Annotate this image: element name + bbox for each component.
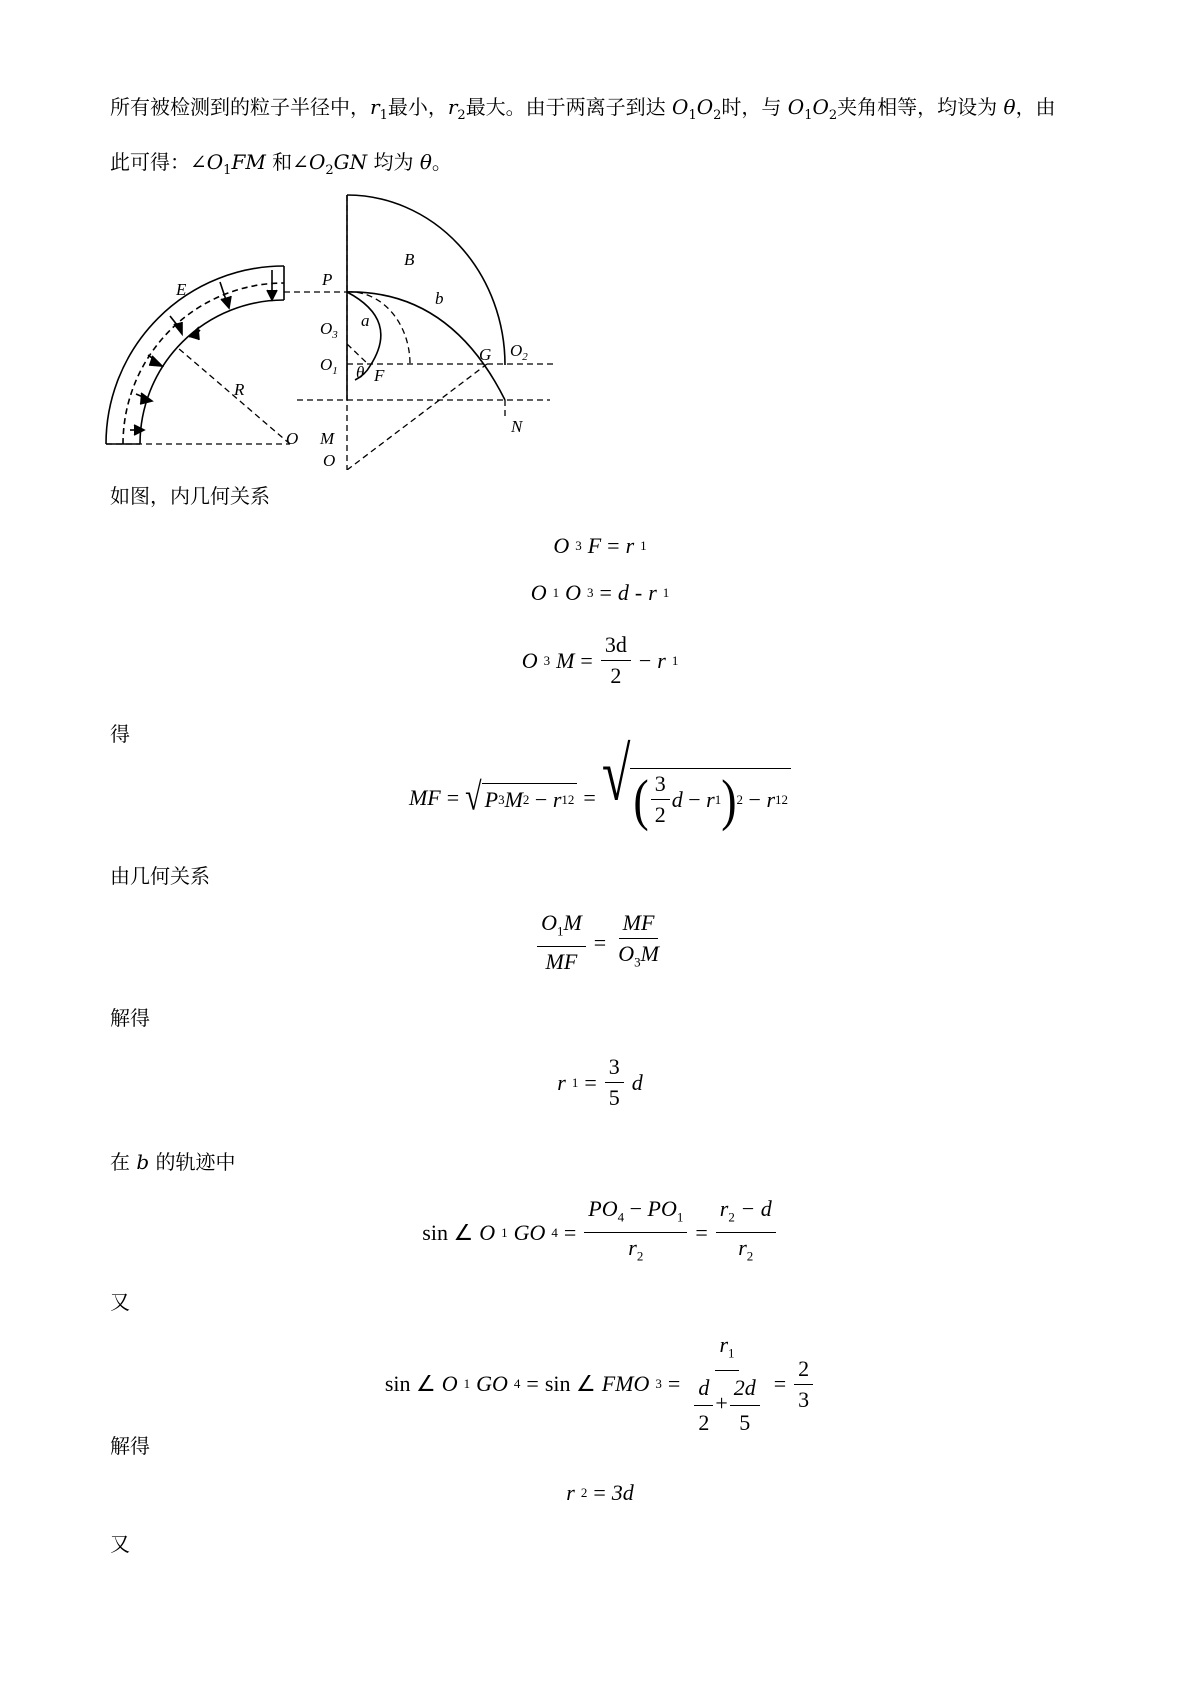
text-jie-de-1: 解得 [110, 1006, 150, 1030]
label-R: R [234, 380, 245, 399]
label-O2: $O_2$ [510, 341, 528, 363]
equation-5: $\frac{O_1M}{MF}$ = $\frac{MF}{O_3M}$ [0, 910, 1200, 975]
label-O1: $O_1$ [320, 355, 338, 377]
text-jie-de-2: 解得 [110, 1434, 150, 1458]
label-O-left: O [286, 429, 299, 448]
equation-8: sin ∠ O 1 GO 4 = sin ∠ FMO 3 = $r_1$ $\frac{d}{2}$ + $\frac{2d}{5}$ = $\frac{2}{3}$ [0, 1330, 1200, 1438]
intro-line-2: 此可得：$\angle O_1FM$ 和$\angle O_2GN$ 均为 θ。 [110, 150, 452, 178]
label-O-bottom: O [323, 451, 336, 470]
label-M: M [320, 429, 335, 448]
equation-6: r 1 = $\frac{3}{5}$ d [557, 1054, 643, 1110]
label-E: E [176, 280, 187, 299]
equation-4: MF = √ P 3 M 2 − r 1 2 = √ ( $\frac{3}{2}$ d − r 1 ) 2 − r 1 2 [0, 768, 1200, 828]
label-theta: θ [356, 363, 365, 382]
equation-3: O 3 M = $\frac{3d}{2}$ − r 1 [521, 632, 679, 688]
equation-7: sin ∠ O 1 GO 4 = $\frac{PO_4 - PO_1}{r_2}$ = $\frac{r_2 - d}{r_2}$ [0, 1196, 1200, 1270]
text-zai-b: 在 b 的轨迹中 [110, 1150, 236, 1174]
region-b-arc [347, 195, 505, 365]
text-ru-tu: 如图，内几何关系 [110, 484, 270, 508]
label-F: F [374, 366, 385, 385]
text-you-2: 又 [110, 1532, 130, 1556]
ring-middle-arc [123, 283, 284, 444]
label-P: P [322, 270, 333, 289]
label-O3: $O_3$ [320, 319, 338, 341]
text-you-1: 又 [110, 1290, 130, 1314]
geometry-figure [100, 180, 560, 470]
label-a: a [361, 311, 370, 330]
text-you-ji-he: 由几何关系 [110, 864, 210, 888]
label-N: N [511, 417, 523, 436]
label-G: G [479, 345, 492, 364]
intro-line-1: 所有被检测到的粒子半径中，$r_1$最小，$r_2$最大。由于两离子到达 $O_1O_2$时，与 $O_1O_2$夹角相等，均设为 θ，由 [110, 95, 1056, 123]
ring-inner-arc [140, 300, 284, 444]
ring-outer-arc [106, 266, 284, 444]
equation-2: O 1 O 3 = d - r 1 [530, 580, 670, 605]
equation-1: O 3 F = r 1 [553, 533, 647, 558]
label-b: b [435, 289, 444, 308]
equation-9: r 2 = 3d [566, 1480, 634, 1505]
text-de: 得 [110, 722, 130, 746]
label-B: B [404, 250, 415, 269]
